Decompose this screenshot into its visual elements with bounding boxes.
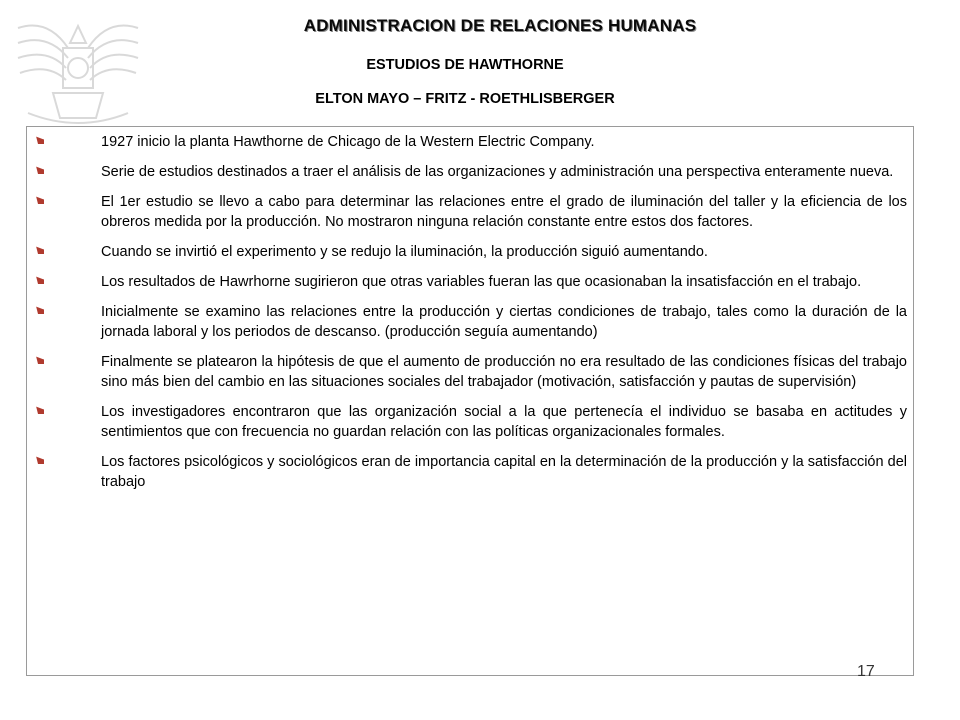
bullet-list — [0, 132, 960, 502]
bullet-text: Finalmente se platearon la hipótesis de que el aumento de producción no era resultado de las condiciones físicas del trabajo sino más bien del cambio en las situaciones sociales del trabajador (motivación, satisfacción y pautas de supervisión) — [101, 354, 907, 390]
bullet-text: Los factores psicológicos y sociológicos eran de importancia capital en la determinación de la producción y la satisfacción del trabajo — [101, 454, 907, 490]
bullet-text: Serie de estudios destinados a traer el análisis de las organizaciones y administración una perspectiva enteramente nueva. — [101, 164, 894, 180]
bullet-text: 1927 inicio la planta Hawthorne de Chicago de la Western Electric Company. — [101, 134, 595, 150]
bullet-icon — [35, 405, 45, 415]
bullet-icon — [35, 455, 45, 465]
bullet-icon — [35, 165, 45, 175]
list-item — [0, 132, 907, 152]
list-item — [0, 452, 907, 492]
list-item — [0, 242, 907, 262]
page-number: 17 — [857, 663, 875, 680]
slide-subtitle: ESTUDIOS DE HAWTHORNE — [366, 57, 564, 73]
bullet-icon — [35, 275, 45, 285]
bullet-icon — [35, 245, 45, 255]
slide-authors: ELTON MAYO – FRITZ - ROETHLISBERGER — [315, 91, 615, 107]
bullet-icon — [35, 305, 45, 315]
slide-title: ADMINISTRACION DE RELACIONES HUMANAS — [303, 16, 697, 35]
bullet-text: Cuando se invirtió el experimento y se redujo la iluminación, la producción siguió aumentando. — [101, 244, 708, 260]
list-item — [0, 162, 907, 182]
list-item — [0, 352, 907, 392]
bullet-icon — [35, 135, 45, 145]
bullet-text: El 1er estudio se llevo a cabo para determinar las relaciones entre el grado de iluminación del taller y la eficiencia de los obreros medida por la producción. No mostraron ninguna relación constante entre estos dos factores. — [101, 194, 907, 230]
list-item — [0, 402, 907, 442]
bullet-text: Inicialmente se examino las relaciones entre la producción y ciertas condiciones de trabajo, tales como la duración de la jornada laboral y los periodos de descanso. (producción seguía aumentando) — [101, 304, 907, 340]
list-item — [0, 302, 907, 342]
list-item — [0, 272, 907, 292]
bullet-text: Los resultados de Hawrhorne sugirieron que otras variables fueran las que ocasionaban la insatisfacción en el trabajo. — [101, 274, 862, 290]
bullet-icon — [35, 355, 45, 365]
bullet-icon — [35, 195, 45, 205]
bullet-text: Los investigadores encontraron que las organización social a la que pertenecía el individuo se basaba en actitudes y sentimientos que con frecuencia no guardan relación con las políticas organizacionales formales. — [101, 404, 907, 440]
list-item — [0, 192, 907, 232]
